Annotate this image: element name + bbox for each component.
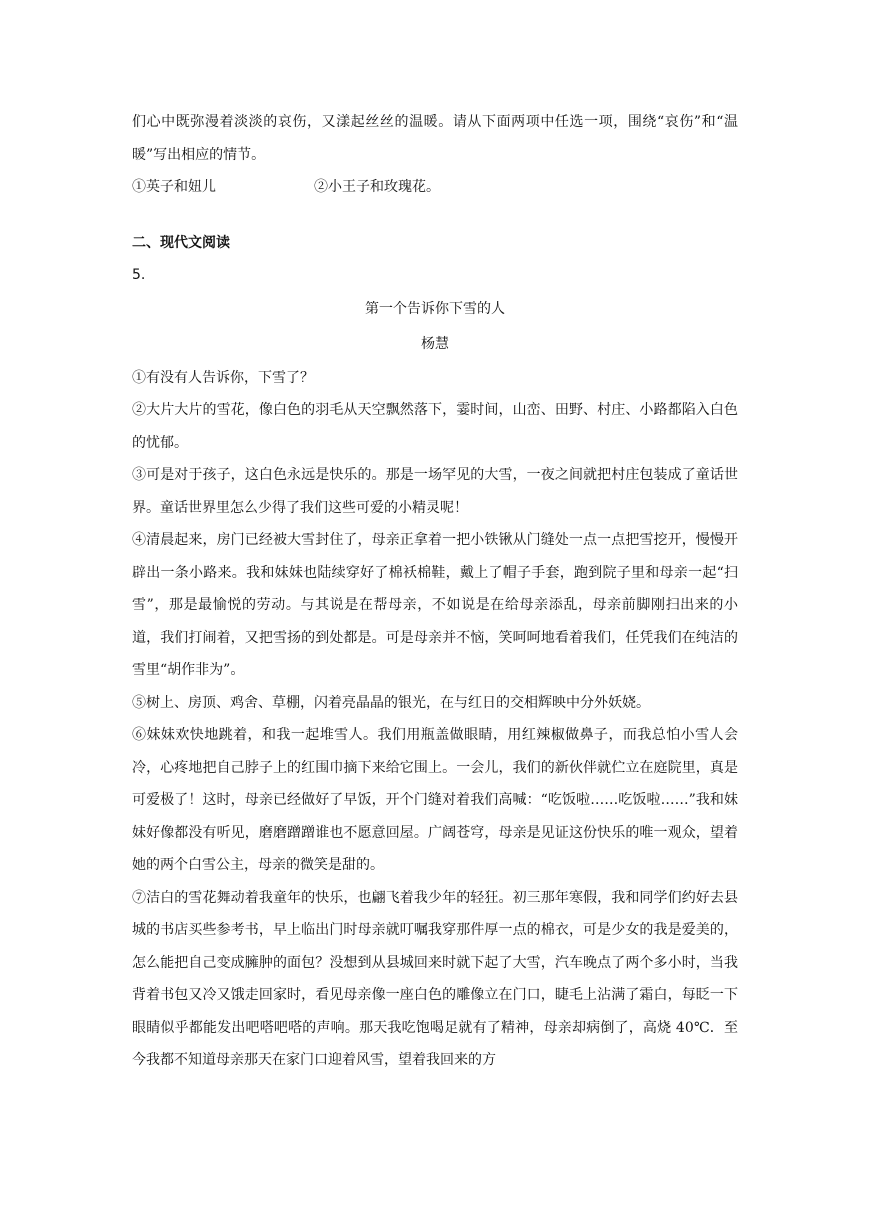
document-page <box>132 106 738 1077</box>
article-paragraph: ⑥妹妹欢快地跳着，和我一起堆雪人。我们用瓶盖做眼睛，用红辣椒做鼻子，而我总怕小雪人会冷，心疼地把自己脖子上的红围巾摘下来给它围上。一会儿，我们的新伙伴就伫立在庭院里，真是可爱极了！这时，母亲已经做好了早饭，开个门缝对着我们高喊：“吃饭啦……吃饭啦……”我和妹妹好像都没有听见，磨磨蹭蹭谁也不愿意回屋。广阔苍穹，母亲是见证这份快乐的唯一观众，望着她的两个白雪公主，母亲的微笑是甜的。 <box>132 727 738 873</box>
intro-paragraph: 们心中既弥漫着淡淡的哀伤，又漾起丝丝的温暖。请从下面两项中任选一项，围绕“哀伤”和“温暖”写出相应的情节。 <box>132 114 738 163</box>
article-paragraph: ④清晨起来，房门已经被大雪封住了，母亲正拿着一把小铁锹从门缝处一点一点把雪挖开，慢慢开辟出一条小路来。我和妹妹也陆续穿好了棉袄棉鞋，戴上了帽子手套，跑到院子里和母亲一起“扫雪”，那是最愉悦的劳动。与其说是在帮母亲，不如说是在给母亲添乱，母亲前脚刚扫出来的小道，我们打闹着，又把雪扬的到处都是。可是母亲并不恼，笑呵呵地看着我们，任凭我们在纯洁的雪里“胡作非为”。 <box>132 532 738 678</box>
article-title: 第一个告诉你下雪的人 <box>365 300 505 317</box>
section-heading: 二、现代文阅读 <box>132 234 230 251</box>
option-2: ②小王子和玫瑰花。 <box>314 179 440 195</box>
option-1: ①英子和妞儿 <box>132 179 216 195</box>
choice-options <box>132 171 738 204</box>
article-paragraph: ③可是对于孩子，这白色永远是快乐的。那是一场罕见的大雪，一夜之间就把村庄包装成了童话世界。童话世界里怎么少得了我们这些可爱的小精灵呢！ <box>132 467 738 516</box>
article-author: 杨慧 <box>421 335 449 352</box>
article-paragraph: ②大片大片的雪花，像白色的羽毛从天空飘然落下，霎时间，山峦、田野、村庄、小路都陷入白色的忧郁。 <box>132 402 738 451</box>
question-number: 5. <box>132 266 146 283</box>
article-paragraph: ①有没有人告诉你，下雪了？ <box>132 369 314 386</box>
article-paragraph: ⑤树上、房顶、鸡舍、草棚，闪着亮晶晶的银光，在与红日的交相辉映中分外妖娆。 <box>132 694 650 711</box>
article-paragraph: ⑦洁白的雪花舞动着我童年的快乐，也翩飞着我少年的轻狂。初三那年寒假，我和同学们约好去县城的书店买些参考书，早上临出门时母亲就叮嘱我穿那件厚一点的棉衣，可是少女的我是爱美的，怎么能把自己变成臃肿的面包？没想到从县城回来时就下起了大雪，汽车晚点了两个多小时，当我背着书包又冷又饿走回家时，看见母亲像一座白色的雕像立在门口，睫毛上沾满了霜白，每眨一下眼睛似乎都能发出吧嗒吧嗒的声响。那天我吃饱喝足就有了精神，母亲却病倒了，高烧 40℃．至今我都不知道母亲那天在家门口迎着风雪，望着我回来的方 <box>132 889 738 1068</box>
